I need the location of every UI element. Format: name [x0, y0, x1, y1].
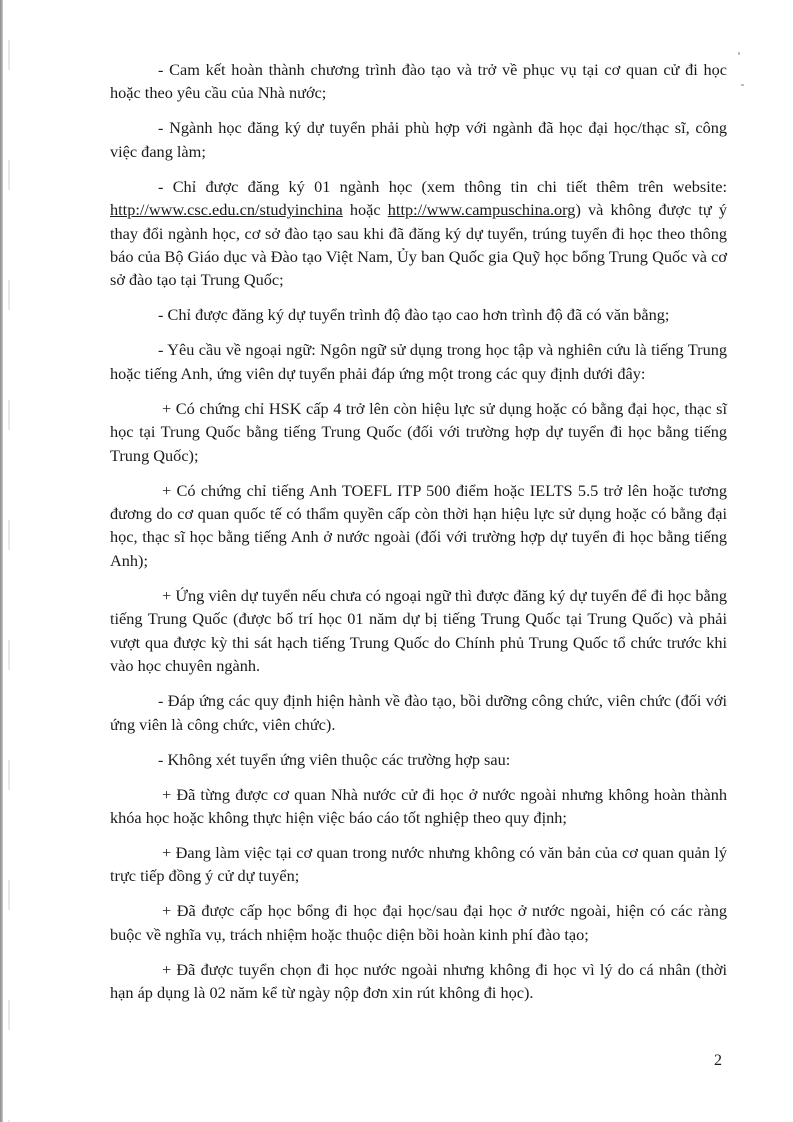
- paragraph-exclusion-no-approval: + Đang làm việc tại cơ quan trong nước nhưng không có văn bản của cơ quan quản lý trực tiếp đồng ý cử dự tuyển;: [110, 842, 727, 886]
- scan-speck: [738, 52, 740, 55]
- paragraph-text: hoặc: [342, 200, 388, 220]
- paragraph-exclusion-obligations: + Đã được cấp học bổng đi học đại học/sau đại học ở nước ngoài, hiện có các ràng buộc về nghĩa vụ, trách nhiệm hoặc thuộc diện bồi hoàn kinh phí đào tạo;: [110, 901, 727, 944]
- link-campuschina[interactable]: http://www.campuschina.org: [387, 200, 576, 220]
- paragraph-exclusion-unfinished: + Đã từng được cơ quan Nhà nước cử đi học ở nước ngoài nhưng không hoàn thành khóa học hoặc không thực hiện việc báo cáo tốt nghiệp theo quy định;: [110, 784, 727, 827]
- paragraph-exclusion-withdrawn: + Đã được tuyển chọn đi học nước ngoài nhưng không đi học vì lý do cá nhân (thời hạn áp dụng là 02 năm kể từ ngày nộp đơn xin rút không đi học).: [110, 959, 727, 1003]
- paragraph-civil-servant: - Đáp ứng các quy định hiện hành về đào tạo, bồi dưỡng công chức, viên chức (đối với ứng viên là công chức, viên chức).: [110, 691, 727, 734]
- paragraph-no-language: + Ứng viên dự tuyển nếu chưa có ngoại ngữ thì được đăng ký dự tuyển để đi học bằng tiếng Trung Quốc (được bố trí học 01 năm dự bị tiếng Trung Quốc tại Trung Quốc) và phải vượt qua được kỳ thi sát hạch tiếng Trung Quốc do Chính phủ Trung Quốc tổ chức trước khi vào học chuyên ngành.: [110, 585, 727, 676]
- scan-marks: [8, 0, 10, 1122]
- paragraph-single-major: [110, 175, 727, 292]
- page-number: 2: [714, 1052, 722, 1069]
- paragraph-hsk: + Có chứng chỉ HSK cấp 4 trở lên còn hiệu lực sử dụng hoặc có bằng đại học, thạc sĩ học tại Trung Quốc bằng tiếng Trung Quốc (đối với trường hợp dự tuyển đi học bằng tiếng Trung Quốc);: [110, 398, 727, 465]
- paragraph-major-match: - Ngành học đăng ký dự tuyển phải phù hợp với ngành đã học đại học/thạc sĩ, công việc đang làm;: [110, 118, 727, 161]
- document-body: [110, 58, 727, 1016]
- paragraph-text: - Chỉ được đăng ký 01 ngành học (xem thông tin chi tiết thêm trên website:: [158, 176, 727, 196]
- paragraph-text: ) và không được tự ý thay đổi ngành học, cơ sở đào tạo sau khi đã đăng ký dự tuyển, trúng tuyển đi học theo thông báo của Bộ Giáo dục và Đào tạo Việt Nam, Ủy ban Quốc gia Quỹ học bổng Trung Quốc và cơ sở đào tạo tại Trung Quốc;: [110, 200, 728, 290]
- link-csc-studyinchina[interactable]: http://www.csc.edu.cn/studyinchina: [110, 200, 343, 220]
- paragraph-higher-level: - Chỉ được đăng ký dự tuyển trình độ đào tạo cao hơn trình độ đã có văn bằng;: [158, 305, 670, 325]
- paragraph-english-cert: + Có chứng chỉ tiếng Anh TOEFL ITP 500 điểm hoặc IELTS 5.5 trở lên hoặc tương đương do cơ quan quốc tế có thẩm quyền cấp còn thời hạn hiệu lực sử dụng hoặc có bằng đại học, thạc sĩ học bằng tiếng Anh ở nước ngoài (đối với trường hợp dự tuyển đi học bằng tiếng Anh);: [110, 480, 727, 570]
- scan-speck: [741, 84, 744, 86]
- scan-left-edge: [0, 0, 3, 1122]
- paragraph-language-requirement: - Yêu cầu về ngoại ngữ: Ngôn ngữ sử dụng trong học tập và nghiên cứu là tiếng Trung hoặc tiếng Anh, ứng viên dự tuyển phải đáp ứng một trong các quy định dưới đây:: [110, 340, 727, 383]
- paragraph-exclusions: - Không xét tuyển ứng viên thuộc các trường hợp sau:: [158, 749, 511, 769]
- paragraph-commitment: - Cam kết hoàn thành chương trình đào tạo và trở về phục vụ tại cơ quan cử đi học hoặc theo yêu cầu của Nhà nước;: [110, 60, 727, 103]
